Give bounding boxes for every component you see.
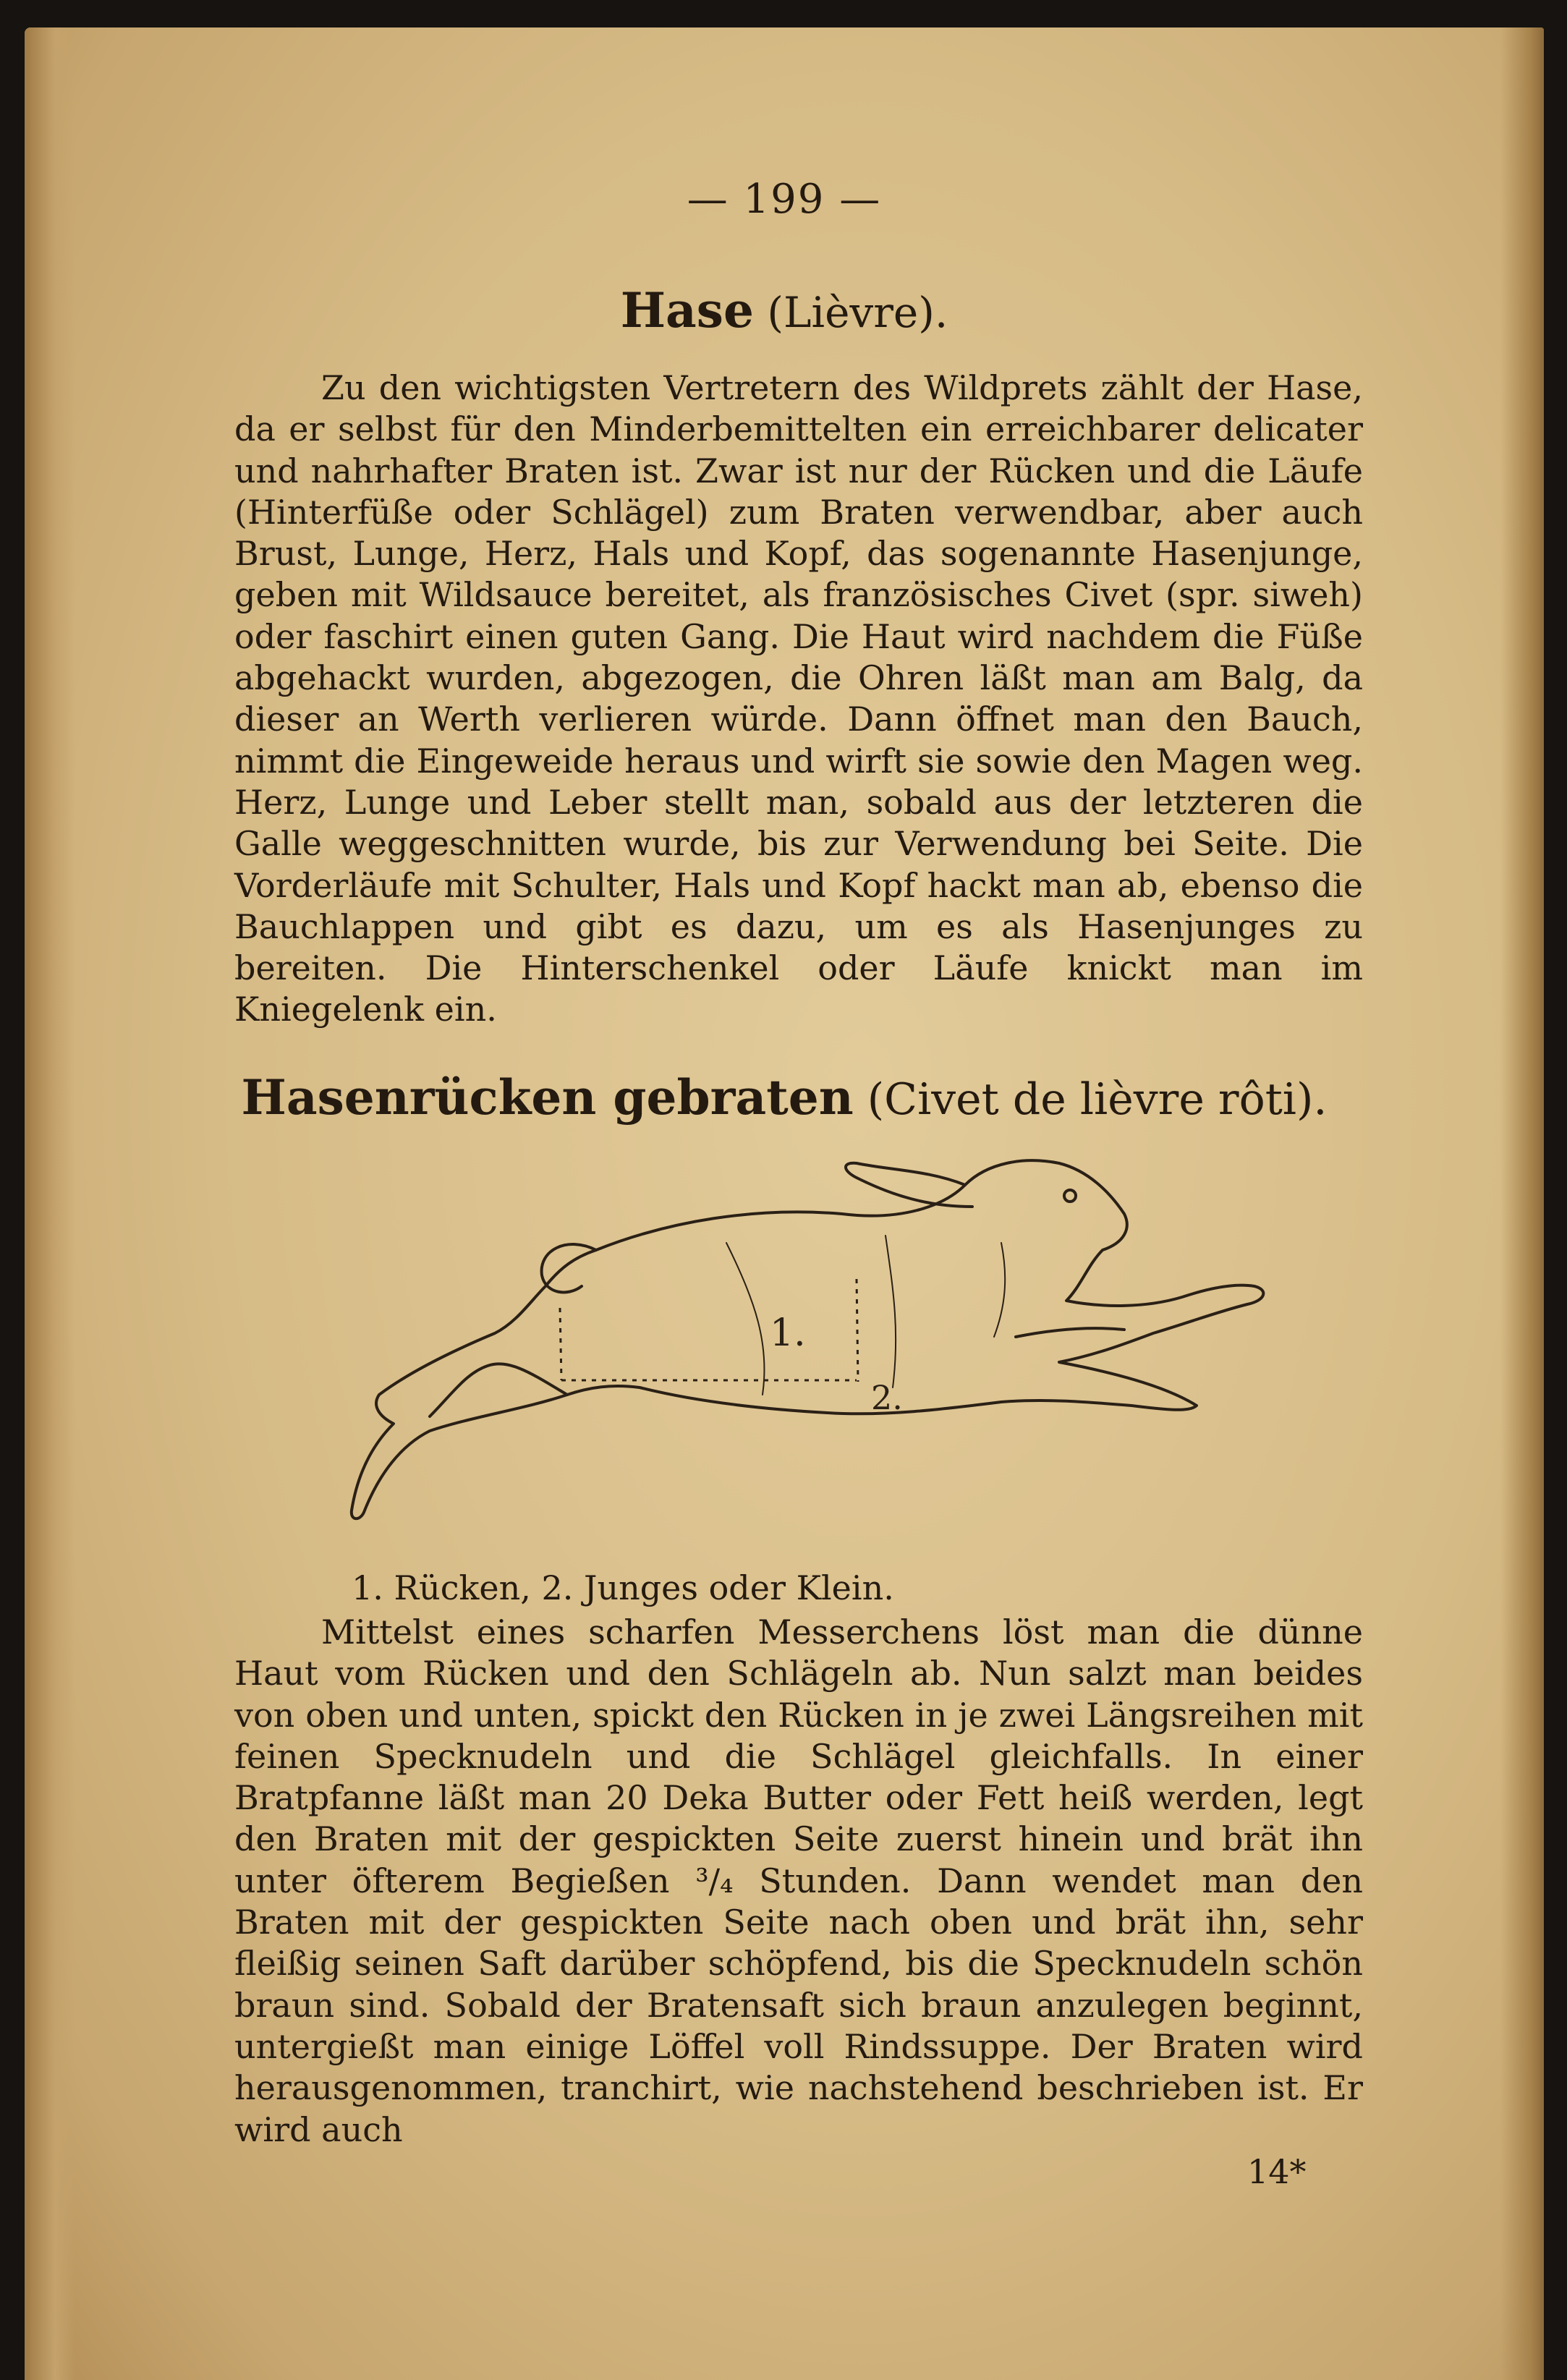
cut-line-vertical [560,1308,561,1380]
recipe-title [25,1069,1544,1126]
recipe-text: Mittelst eines scharfen Messerchens löst man die dünne Haut vom Rücken und den Schlägeln ab. Nun salzt man beides von oben und unten, spickt den Rücken in je zwei Längsreihen mit feinen Specknudeln und die Schlägel gleichfalls. In einer Bratpfanne läßt man 20 Deka Butter oder Fett heiß werden, legt den Braten mit der gespickten Seite zuerst hinein und brät ihn unter öfterem Begießen ³/₄ Stunden. Dann wendet man den Braten mit der gespickten Seite nach oben und brät ihn, sehr fleißig seinen Saft darüber schöpfend, bis die Specknudeln schön braun sind. Sobald der Bratensaft sich braun anzulegen beginnt, untergießt man einige Löffel voll Rindssuppe. Der Braten wird herausgenommen, tranchirt, wie nachstehend beschrieben ist. Er wird auch [234,1612,1363,2149]
hare-shading-1 [726,1243,765,1395]
hare-shading-3 [994,1243,1005,1337]
intro-paragraph [234,367,1363,1031]
cut-line-ribs [857,1279,858,1382]
page-number: — 199 — [687,176,882,223]
section-title-fraktur: Hase [620,282,754,339]
intro-text: Zu den wichtigsten Vertretern des Wildprets zählt der Hase, da er selbst für den Minderbemittelten ein erreichbarer delicater und nahrhafter Braten ist. Zwar ist nur der Rücken und die Läufe (Hinterfüße oder Schlägel) zum Braten verwendbar, aber auch Brust, Lunge, Herz, Hals und Kopf, das sogenannte Hasenjunge, geben mit Wildsauce bereitet, als französisches Civet (spr. siweh) oder faschirt einen guten Gang. Die Haut wird nachdem die Füße abgehackt wurden, abgezogen, die Ohren läßt man am Balg, da dieser an Werth verlieren würde. Dann öffnet man den Bauch, nimmt die Eingeweide heraus und wirft sie sowie den Magen weg. Herz, Lunge und Leber stellt man, sobald aus der letzteren die Galle weggeschnitten wurde, bis zur Verwendung bei Seite. Die Vorderläufe mit Schulter, Hals und Kopf hackt man ab, ebenso die Bauchlappen und gibt es dazu, um es als Hasenjunges zu bereiten. Die Hinterschenkel oder Läufe knickt man im Kniegelenk ein. [234,368,1363,1029]
figure-caption: 1. Rücken, 2. Junges oder Klein. [352,1568,894,1607]
hare-body-outline [352,1160,1264,1518]
figure-label-1: 1. [770,1312,806,1355]
hare-front-leg [1016,1328,1124,1337]
page-edge [1500,27,1544,2380]
page-gutter [25,27,75,2380]
signature-mark: 14* [1247,2152,1307,2191]
hare-eye [1064,1190,1076,1202]
hare-illustration [292,1156,1363,1561]
section-title [25,282,1544,339]
book-page [25,27,1544,2380]
hare-ear [846,1163,972,1207]
hare-tail [542,1244,596,1292]
hare-shading-2 [886,1236,896,1387]
recipe-paragraph [234,1612,1363,2151]
recipe-title-fraktur: Hasenrücken gebraten [241,1069,854,1126]
figure-label-2: 2. [871,1378,903,1417]
section-title-latin: (Lièvre). [767,288,948,337]
recipe-title-latin: (Civet de lièvre rôti). [867,1074,1328,1125]
hare-hind-leg [430,1364,567,1416]
